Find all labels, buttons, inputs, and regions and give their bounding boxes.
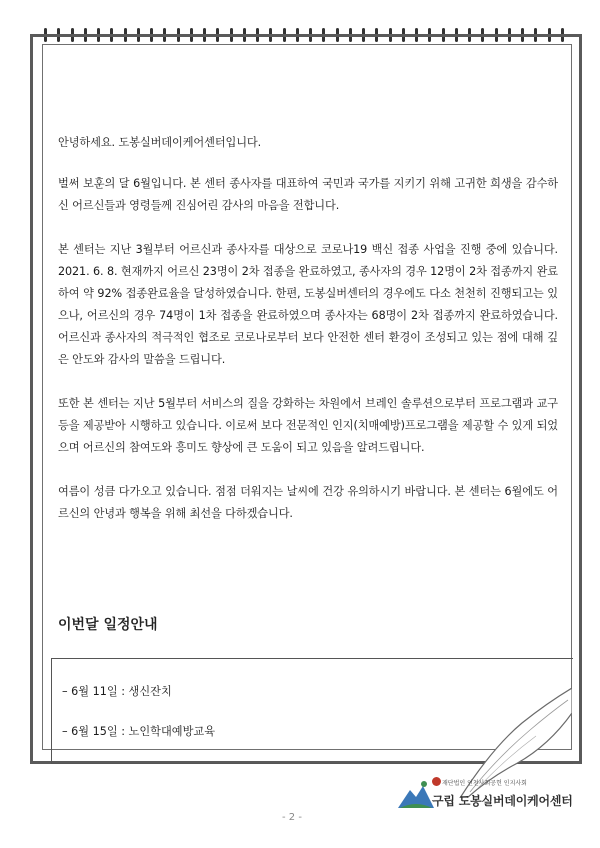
schedule-item: – 6월 11일 : 생신잔치 [62, 685, 172, 698]
page-number: - 2 - [282, 812, 302, 823]
letter-body [58, 132, 558, 547]
letter-greeting: 안녕하세요. 도봉실버데이케어센터입니다. [58, 136, 262, 149]
schedule-title: 이번달 일정안내 [58, 617, 158, 633]
letter-paragraph-2: 본 센터는 지난 3월부터 어르신과 종사자를 대상으로 코로나19 백신 접종 사업을 진행 중에 있습니다. 2021. 6. 8. 현재까지 어르신 23명이 2차 접종을 완료하였고, 종사자의 경우 12명이 2차 접종까지 완료하여 약 92% 접종완료율을 달성하였습니다. 한편, 도봉실버센터의 경우에도 다소 천천히 진행되고는 있으나, 어르신의 경우 74명이 1차 접종을 완료하였으며 종사자는 68명이 2차 접종까지 완료하였습니다. 어르신과 종사자의 적극적인 협조로 코로나로부터 보다 안전한 센터 환경이 조성되고 있는 점에 대해 깊은 안도와 감사의 말씀을 드립니다. [58, 243, 558, 366]
org-name: 구립 도봉실버데이케어센터 [432, 794, 573, 808]
letter-paragraph-4: 여름이 성큼 다가오고 있습니다. 점점 더워지는 날씨에 건강 유의하시기 바랍니다. 본 센터는 6월에도 어르신의 안녕과 행복을 위해 최선을 다하겠습니다. [58, 485, 558, 520]
seal-icon [432, 777, 441, 786]
org-subtitle: 재단법인 인천사회공헌 인지사회 [442, 780, 527, 787]
letter-paragraph-1: 벌써 보훈의 달 6월입니다. 본 센터 종사자를 대표하여 국민과 국가를 지키기 위해 고귀한 희생을 감수하신 어르신들과 영령들께 진심어린 감사의 마음을 전합니다. [58, 177, 558, 212]
letter-paragraph-3: 또한 본 센터는 지난 5월부터 서비스의 질을 강화하는 차원에서 브레인 솔루션으로부터 프로그램과 교구 등을 제공받아 시행하고 있습니다. 이로써 보다 전문적인 인지(치매예방)프로그램을 제공할 수 있게 되었으며 어르신의 참여도와 흥미도 향상에 큰 도움이 되고 있음을 알려드립니다. [58, 397, 558, 454]
center-logo-icon [398, 780, 434, 810]
schedule-item: – 6월 15일 : 노인학대예방교육 [62, 725, 216, 738]
